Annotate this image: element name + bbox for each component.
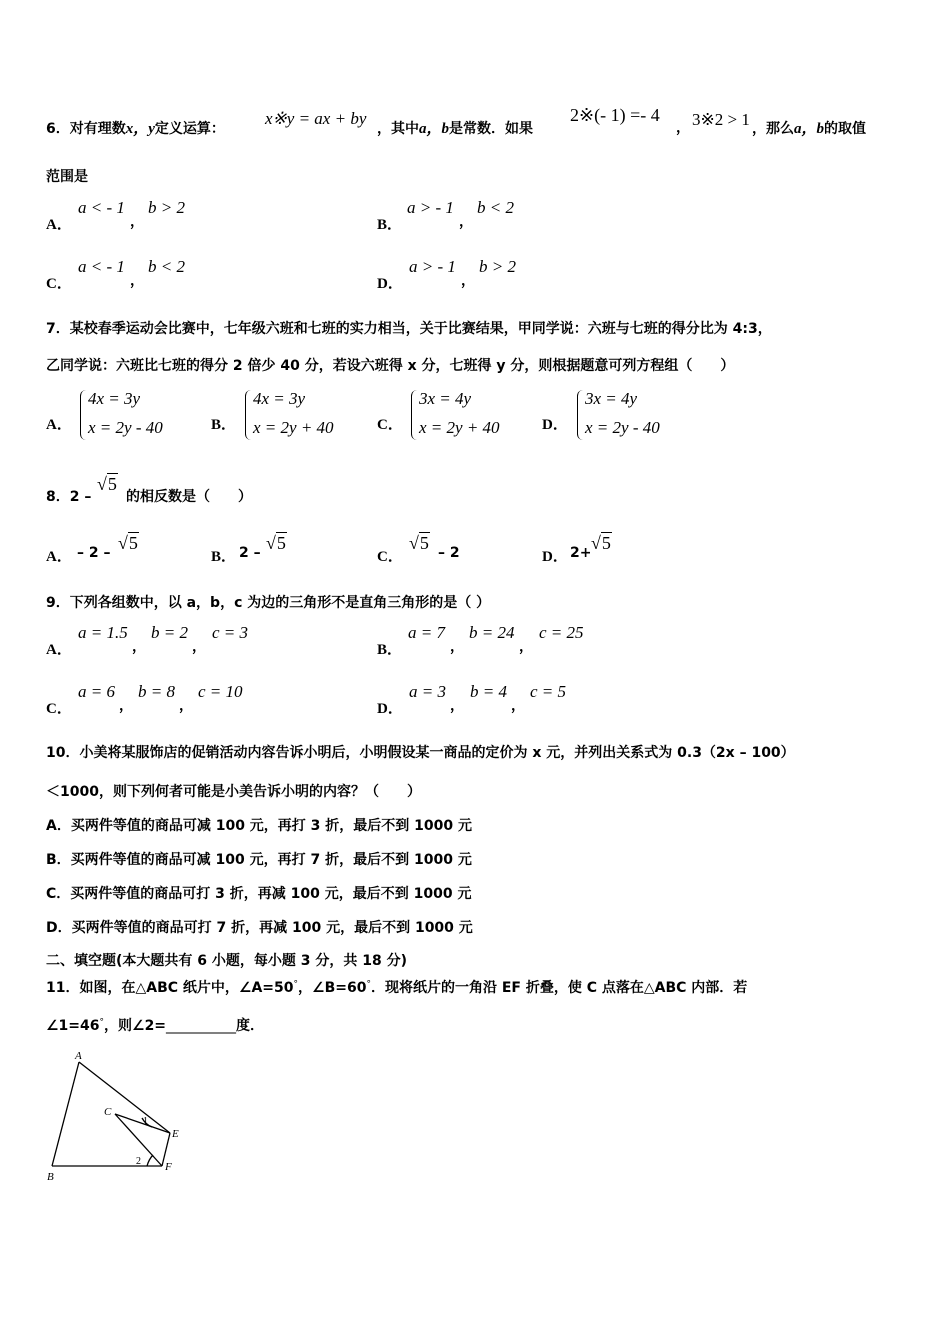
- q8-pre: 8．2 –: [46, 489, 92, 505]
- answer-blank[interactable]: __________: [166, 1018, 237, 1034]
- q7-option-c-label: C．: [377, 417, 403, 433]
- q6-then: ，那么a，b的取值: [752, 121, 867, 137]
- q10-option-c: C．买两件等值的商品可打 3 折，再减 100 元，最后不到 1000 元: [46, 886, 472, 902]
- q6-option-a-v1: a < - 1: [78, 198, 125, 217]
- q6-formula: x※y = ax + by: [265, 109, 367, 128]
- q8-option-b-pre: 2 –: [239, 545, 261, 561]
- q6-option-d-v1: a > - 1: [409, 257, 456, 276]
- q9-option-d-b: b = 4: [470, 682, 507, 701]
- q9-option-a-c: c = 3: [212, 623, 249, 642]
- q6-option-b-v2: b < 2: [477, 198, 514, 217]
- side-ab: [52, 1062, 79, 1166]
- q9-option-b-comma2: ，: [519, 639, 533, 655]
- q9-option-b-b: b = 24: [469, 623, 515, 642]
- q9-stem: 9．下列各组数中，以 a，b，c 为边的三角形不是直角三角形的是（ ）: [46, 595, 491, 611]
- q7-option-c-brace: [411, 390, 418, 440]
- q7-option-a-label: A．: [46, 417, 72, 433]
- q7-option-b-brace: [245, 390, 252, 440]
- q9-option-c-comma2: ，: [179, 698, 193, 714]
- q9-option-a-a: a = 1.5: [78, 623, 128, 642]
- q9-option-d-c: c = 5: [530, 682, 567, 701]
- q7-option-c-eq2: x = 2y + 40: [419, 418, 500, 437]
- angle-2-label: 2: [136, 1156, 141, 1167]
- q6-cond2: 3※2 > 1: [692, 110, 750, 129]
- vertex-b-label: B: [47, 1171, 54, 1183]
- q10-line2: ＜1000，则下列何者可能是小美告诉小明的内容？（ ）: [46, 784, 421, 800]
- q8-option-c-sqrt: √5: [409, 533, 429, 553]
- q7-option-d-label: D．: [542, 417, 568, 433]
- q6-option-d-v2: b > 2: [479, 257, 516, 276]
- angle-1-label: 1: [143, 1116, 148, 1127]
- vertex-f-label: F: [165, 1161, 172, 1173]
- q6-option-d-comma: ，: [461, 273, 475, 289]
- q6-option-d-label: D．: [377, 276, 403, 292]
- q7-option-b-label: B．: [211, 417, 237, 433]
- q6-cond1: 2※(- 1) =- 4: [570, 105, 660, 125]
- q10-option-b: B．买两件等值的商品可减 100 元，再打 7 折，最后不到 1000 元: [46, 852, 472, 868]
- q9-option-d-a: a = 3: [409, 682, 446, 701]
- q6-option-a-v2: b > 2: [148, 198, 185, 217]
- q6-line1: 6．对有理数x，y定义运算：: [46, 121, 225, 137]
- q6-option-c-comma: ，: [130, 273, 144, 289]
- angle-2-arc: [147, 1155, 153, 1166]
- q9-option-b-comma1: ，: [450, 639, 464, 655]
- q8-option-c-post: – 2: [438, 545, 460, 561]
- vertex-c-label: C: [104, 1106, 112, 1118]
- q7-option-b-eq1: 4x = 3y: [253, 389, 306, 408]
- q10-option-a: A．买两件等值的商品可减 100 元，再打 3 折，最后不到 1000 元: [46, 818, 473, 834]
- q9-option-c-b: b = 8: [138, 682, 175, 701]
- q8-option-c-label: C．: [377, 549, 403, 565]
- q9-option-c-label: C．: [46, 701, 72, 717]
- q8-option-a-label: A．: [46, 549, 72, 565]
- q7-line2: 乙同学说：六班比七班的得分 2 倍少 40 分，若设六班得 x 分，七班得 y 分，则根据题意可列方程组（ ）: [46, 358, 735, 374]
- q7-option-d-eq1: 3x = 4y: [585, 389, 638, 408]
- q11-line2: ∠1=46°，则∠2=__________度．: [46, 1017, 265, 1034]
- q9-option-d-label: D．: [377, 701, 403, 717]
- q9-option-c-comma1: ，: [119, 698, 133, 714]
- q10-line1: 10．小美将某服饰店的促销活动内容告诉小明后，小明假设某一商品的定价为 x 元，并列出关系式为 0.3（2x – 100）: [46, 745, 795, 761]
- q6-line2: 范围是: [46, 169, 88, 185]
- q6-option-c-label: C．: [46, 276, 72, 292]
- q8-post: 的相反数是（ ）: [126, 489, 252, 505]
- vertex-e-label: E: [172, 1128, 179, 1140]
- q9-option-a-b: b = 2: [151, 623, 188, 642]
- q6-where: ，其中a，b是常数．如果: [377, 121, 534, 137]
- q7-option-c-eq1: 3x = 4y: [419, 389, 472, 408]
- side-ae: [79, 1062, 170, 1133]
- q9-option-b-a: a = 7: [408, 623, 445, 642]
- q8-option-a-sqrt: √5: [118, 533, 138, 553]
- q9-option-c-a: a = 6: [78, 682, 115, 701]
- q9-option-b-label: B．: [377, 642, 403, 658]
- q9-option-c-c: c = 10: [198, 682, 243, 701]
- q9-option-a-comma1: ，: [132, 639, 146, 655]
- q9-option-b-c: c = 25: [539, 623, 584, 642]
- q11-line1: 11．如图，在△ABC 纸片中，∠A=50°，∠B=60°．现将纸片的一角沿 EF 折叠，使 C 点落在△ABC 内部．若: [46, 979, 748, 996]
- q6-option-a-label: A．: [46, 217, 72, 233]
- section-heading: 二、填空题(本大题共有 6 小题，每小题 3 分，共 18 分): [46, 953, 408, 969]
- q9-option-a-comma2: ，: [192, 639, 206, 655]
- q7-option-d-brace: [577, 390, 584, 440]
- q7-option-a-eq1: 4x = 3y: [88, 389, 141, 408]
- q6-option-b-label: B．: [377, 217, 403, 233]
- q9-option-d-comma1: ，: [450, 698, 464, 714]
- q6-sep: ，: [676, 120, 690, 136]
- q7-option-b-eq2: x = 2y + 40: [253, 418, 334, 437]
- q9-option-a-label: A．: [46, 642, 72, 658]
- q7-option-a-eq2: x = 2y - 40: [88, 418, 163, 437]
- q8-option-b-sqrt: √5: [266, 533, 286, 553]
- q6-option-b-v1: a > - 1: [407, 198, 454, 217]
- q6-option-c-v2: b < 2: [148, 257, 185, 276]
- q6-option-b-comma: ，: [459, 214, 473, 230]
- q7-option-a-brace: [80, 390, 87, 440]
- q10-option-d: D．买两件等值的商品可打 7 折，再减 100 元，最后不到 1000 元: [46, 920, 473, 936]
- q8-option-d-label: D．: [542, 549, 568, 565]
- q6-option-a-comma: ，: [130, 214, 144, 230]
- vertex-a-label: A: [75, 1050, 82, 1062]
- q8-sqrt: √5: [97, 474, 117, 494]
- q8-option-a-pre: – 2 –: [77, 545, 111, 561]
- q7-line1: 7．某校春季运动会比赛中，七年级六班和七班的实力相当，关于比赛结果，甲同学说：六班与七班的得分比为 4:3，: [46, 321, 772, 337]
- q7-option-d-eq2: x = 2y - 40: [585, 418, 660, 437]
- q6-option-c-v1: a < - 1: [78, 257, 125, 276]
- q8-option-b-label: B．: [211, 549, 237, 565]
- q8-option-d-pre: 2+: [570, 545, 592, 561]
- q9-option-d-comma2: ，: [511, 698, 525, 714]
- q8-option-d-sqrt: √5: [591, 533, 611, 553]
- triangle-fold-figure: [42, 1048, 192, 1188]
